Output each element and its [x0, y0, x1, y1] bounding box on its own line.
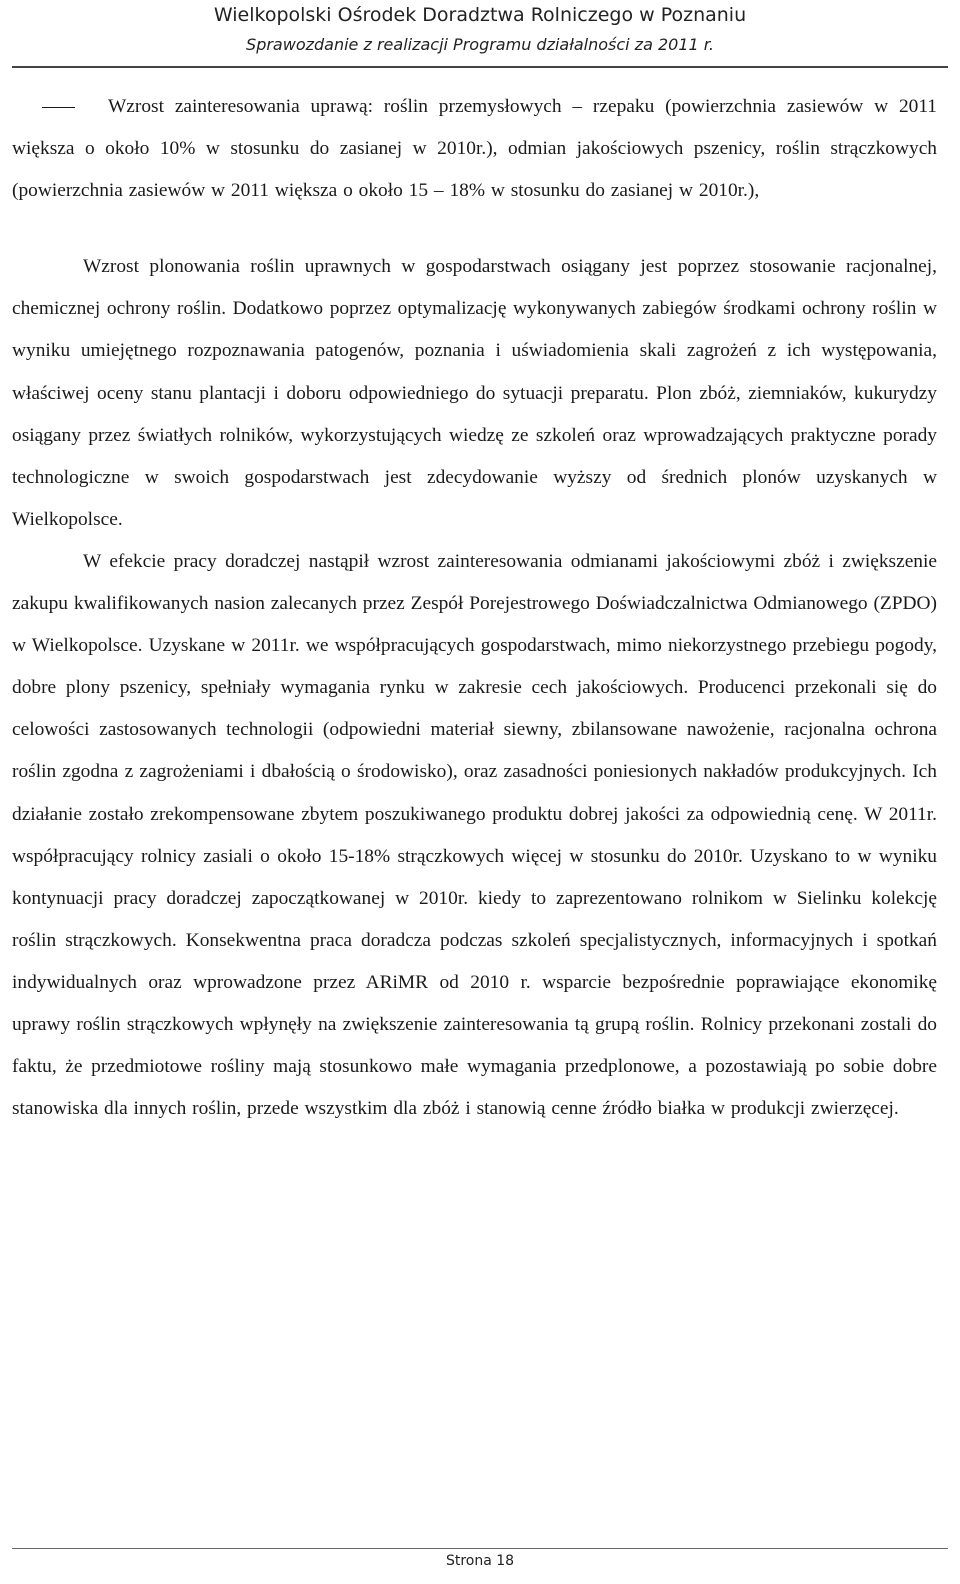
page-number: Strona 18	[445, 1553, 515, 1569]
bullet-paragraph	[12, 86, 937, 212]
footer-divider	[12, 1548, 948, 1549]
dash-bullet-icon	[42, 107, 75, 109]
header-divider	[12, 66, 948, 68]
paragraph: Wzrost plonowania roślin uprawnych w gospodarstwach osiągany jest poprzez stosowanie racjonalnej, chemicznej ochrony roślin. Dodatkowo poprzez optymalizację wykonywanych zabiegów środkami ochrony roślin w wyniku umiejętnego rozpoznawania patogenów, poznania i uświadomienia skali zagrożeń z ich występowania, właściwej oceny stanu plantacji i doboru odpowiedniego do sytuacji preparatu. Plon zbóż, ziemniaków, kukurydzy osiągany przez światłych rolników, wykorzystujących wiedzę ze szkoleń oraz wprowadzających praktyczne porady technologiczne w swoich gospodarstwach jest zdecydowanie wyższy od średnich plonów uzyskanych w Wielkopolsce.	[12, 256, 937, 530]
header-title: Wielkopolski Ośrodek Doradztwa Rolniczego w Poznaniu	[213, 4, 747, 26]
paragraph: W efekcie pracy doradczej nastąpił wzrost zainteresowania odmianami jakościowymi zbóż i zwiększenie zakupu kwalifikowanych nasion zalecanych przez Zespół Porejestrowego Doświadczalnictwa Odmianowego (ZPDO) w Wielkopolsce. Uzyskane w 2011r. we współpracujących gospodarstwach, mimo niekorzystnego przebiegu pogody, dobre plony pszenicy, spełniały wymagania rynku w zakresie cech jakościowych. Producenci przekonali się do celowości zastosowanych technologii (odpowiedni materiał siewny, zbilansowane nawożenie, racjonalna ochrona roślin zgodna z zagrożeniami i dbałością o środowisko), oraz zasadności poniesionych nakładów produkcyjnych. Ich działanie zostało zrekompensowane zbytem poszukiwanego produktu dobrej jakości za odpowiednią cenę. W 2011r. współpracujący rolnicy zasiali o około 15-18% strączkowych więcej w stosunku do 2010r. Uzyskano to w wyniku kontynuacji pracy doradczej zapoczątkowanej w 2010r. kiedy to zaprezentowano rolnikom w Sielinku kolekcję roślin strączkowych. Konsekwentna praca doradcza podczas szkoleń specjalistycznych, informacyjnych i spotkań indywidualnych oraz wprowadzone przez ARiMR od 2010 r. wsparcie bezpośrednie poprawiające ekonomikę uprawy roślin strączkowych wpłynęły na zwiększenie zainteresowania tą grupą roślin. Rolnicy przekonani zostali do faktu, że przedmiotowe rośliny mają stosunkowo małe wymagania przedplonowe, a pozostawiają po sobie dobre stanowiska dla innych roślin, przede wszystkim dla zbóż i stanowią cenne źródło białka w produkcji zwierzęcej.	[12, 550, 937, 1120]
paragraph-text: Wzrost zainteresowania uprawą: roślin przemysłowych – rzepaku (powierzchnia zasiewów w 2011 większa o około 10% w stosunku do zasianej w 2010r.), odmian jakościowych pszenicy, roślin strączkowych (powierzchnia zasiewów w 2011 większa o około 15 – 18% w stosunku do zasianej w 2010r.),	[12, 96, 937, 202]
header-subtitle: Sprawozdanie z realizacji Programu działalności za 2011 r.	[246, 35, 714, 54]
document-body	[12, 86, 937, 1130]
